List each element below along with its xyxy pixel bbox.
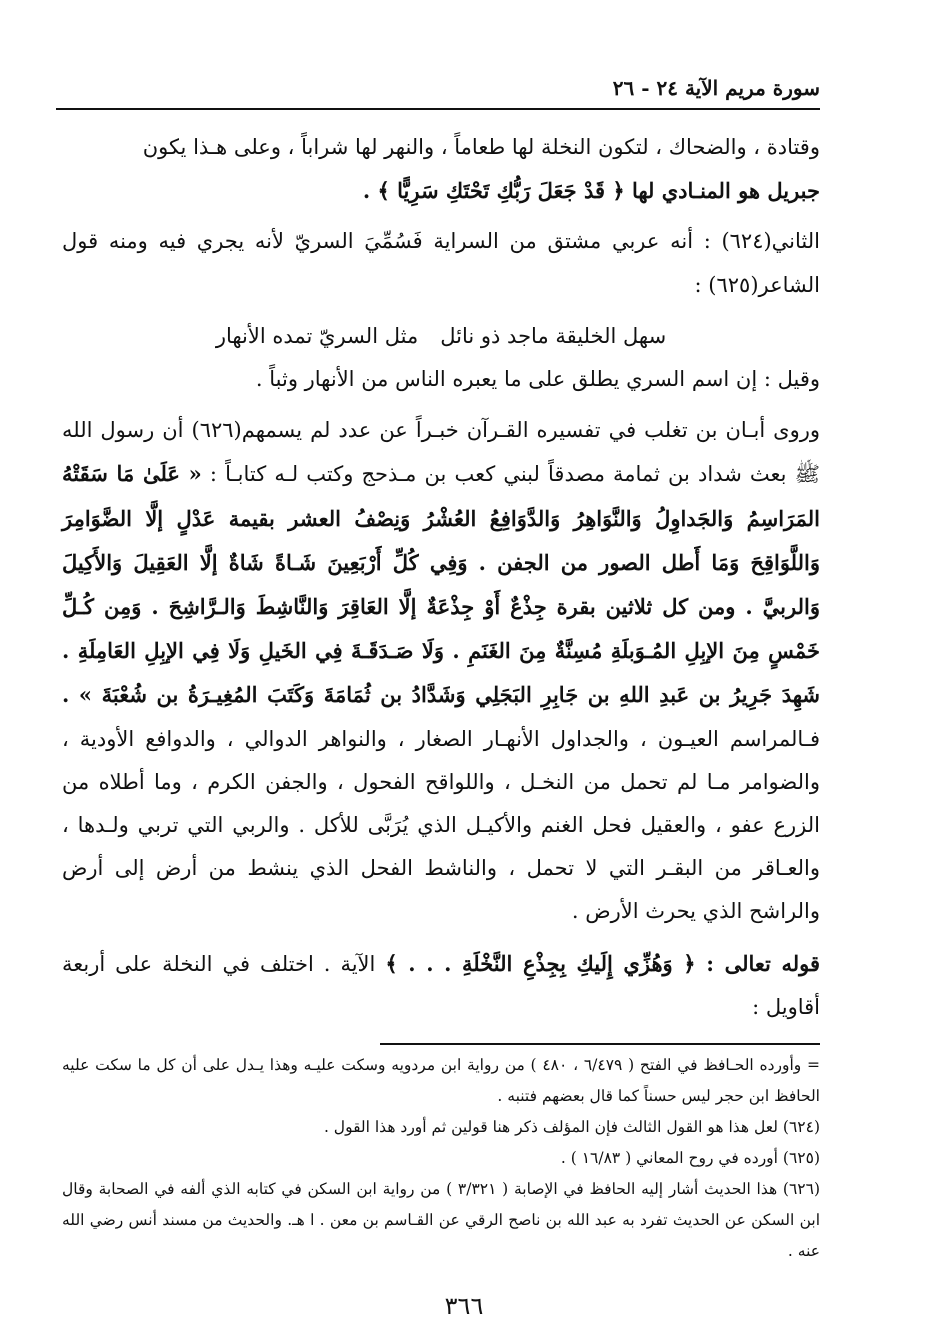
page-number: ٣٦٦	[444, 1292, 484, 1320]
paragraph-line: جبريل هو المنـادي لها ﴿ قَدْ جَعَلَ رَبُّكِ تَحْتَكِ سَرِيًّا ﴾ .	[362, 178, 820, 204]
poem-hemistich-second: مثل السريّ تمده الأنهار	[215, 323, 419, 348]
footnote-divider	[380, 1043, 820, 1045]
paragraph-opinion: وقيل : إن اسم السري يطلق على ما يعبره الناس من الأنهار وثباً .	[255, 367, 820, 392]
hadith-text: « عَلَىٰ مَا سَقَتْهُ المَرَاسِمُ وَالجَداوِلُ وَالنَّوَاهِرُ وَالدَّوَافِعُ العُشْرُ وَنِصْفُ العشر بقيمة عَدْلٍ إلَّا الضَّوَامِرَ وَاللَّوَاقِحَ وَمَا أَطل الصور من الجفن . وَفِي كُلِّ أَرْبَعِينَ شَـاةً شَاةٌ إلَّا العَقِيلَ وَالأَكِيلَ وَالربيَّ . ومن كل ثلاثين بقرة جِذْعٌ أَوْ جِذْعَةٌ إلَّا العَاقِرَ وَالنَّاشِطَ وَالـرَّاشِحَ . وَمِن كُـلِّ خَمْسٍ مِنَ الإبِلِ المُـوَبلَةِ مُسِنَّةٌ مِنَ الغَنَمِ . وَلَا صَـدَقَـةَ فِي الخَيلِ وَلَا فِي الإبِلِ العَامِلَةِ . شَهِدَ جَرِيرُ بن عَبدِ اللهِ بن جَابِرِ البَجَلِي وَشَدَّادُ بن ثُمَامَةَ وَكَتَبَ المُغِيـرَةُ بن شُعْبَةَ » .	[62, 461, 820, 708]
footnote: (٦٢٤) لعل هذا هو القول الثالث فإن المؤلف ذكر هنا قولين ثم أورد هذا القول .	[323, 1118, 820, 1136]
verse-quote: قوله تعالى : ﴿ وَهُزِّي إِلَيكِ بِجِذْعِ النَّخْلَةِ . . . ﴾	[385, 950, 820, 976]
footnote: (٦٢٦) هذا الحديث أشار إليه الحافظ في الإصابة ( ٣/٣٢١ ) من رواية ابن السكن في كتابه الذي ألفه في الصحابة وقال ابن السكن عن الحديث تفرد به عبد الله بن ناصح الرقي عن القـاسم بن معن . ا هـ. والحديث من مسند أنس رضي الله عنه .	[62, 1180, 821, 1260]
main-text	[62, 126, 820, 1029]
running-title: سورة مريم الآية ٢٤ - ٢٦	[612, 76, 820, 100]
narration-glossary: فـالمراسم العيـون ، والجداول الأنهـار الصغار ، والنواهر الدوالي ، والدوافع الأودية ، والضوامر مـا لم تحمل من النخـل ، واللواقح الفحول ، والجفن الكرم ، وما أطلاه من الزرع عفو ، والعقيل فحل الغنم والأكيـل الذي يُرَبَّى للأكل . والربي التي تربي ولـدها ، والعـاقر من البقـر التي لا تحمل ، والناشط الفحل الذي ينشط من أرض إلى أرض والراشح الذي يحرث الأرض .	[62, 726, 820, 924]
paragraph-verse-commentary	[62, 942, 820, 1029]
page-header	[56, 74, 820, 110]
narration-intro: وروى أبـان بن تغلب في تفسيره القـرآن خبـراً عن عدد لم يسمهم(٦٢٦) أن رسول الله ﷺ بعث شداد بن ثمامة مصدقاً لبني كعب بن مـذحج وكتب لـه كتابـاً :	[62, 418, 820, 487]
paragraph-line: وقتادة ، والضحاك ، لتكون النخلة لها طعاماً ، والنهر لها شراباً ، وعلى هـذا يكون	[142, 135, 820, 159]
footnotes	[62, 1050, 820, 1267]
paragraph-narration	[62, 409, 820, 933]
footnote: = وأورده الحـافظ في الفتح ( ٦/٤٧٩ ، ٤٨٠ ) من رواية ابن مردويه وسكت عليـه وهذا يـدل على أن كل ما سكت عليه الحافظ ابن حجر ليس حسناً كما قال بعضهم فتنبه .	[62, 1056, 821, 1105]
poem-verse	[62, 315, 820, 358]
poem-hemistich-first: سهل الخليقة ماجد ذو نائل	[440, 323, 667, 348]
paragraph-second-opinion: الثاني(٦٢٤) : أنه عربي مشتق من السراية فَسُمِّيَ السريّ لأنه يجري فيه ومنه قول الشاعر(٦٢٥) :	[62, 229, 820, 297]
footnote: (٦٢٥) أورده في روح المعاني ( ١٦/٨٣ ) .	[560, 1149, 820, 1167]
verse-commentary: الآية . اختلف في النخلة على أربعة أقاويل :	[62, 951, 820, 1019]
